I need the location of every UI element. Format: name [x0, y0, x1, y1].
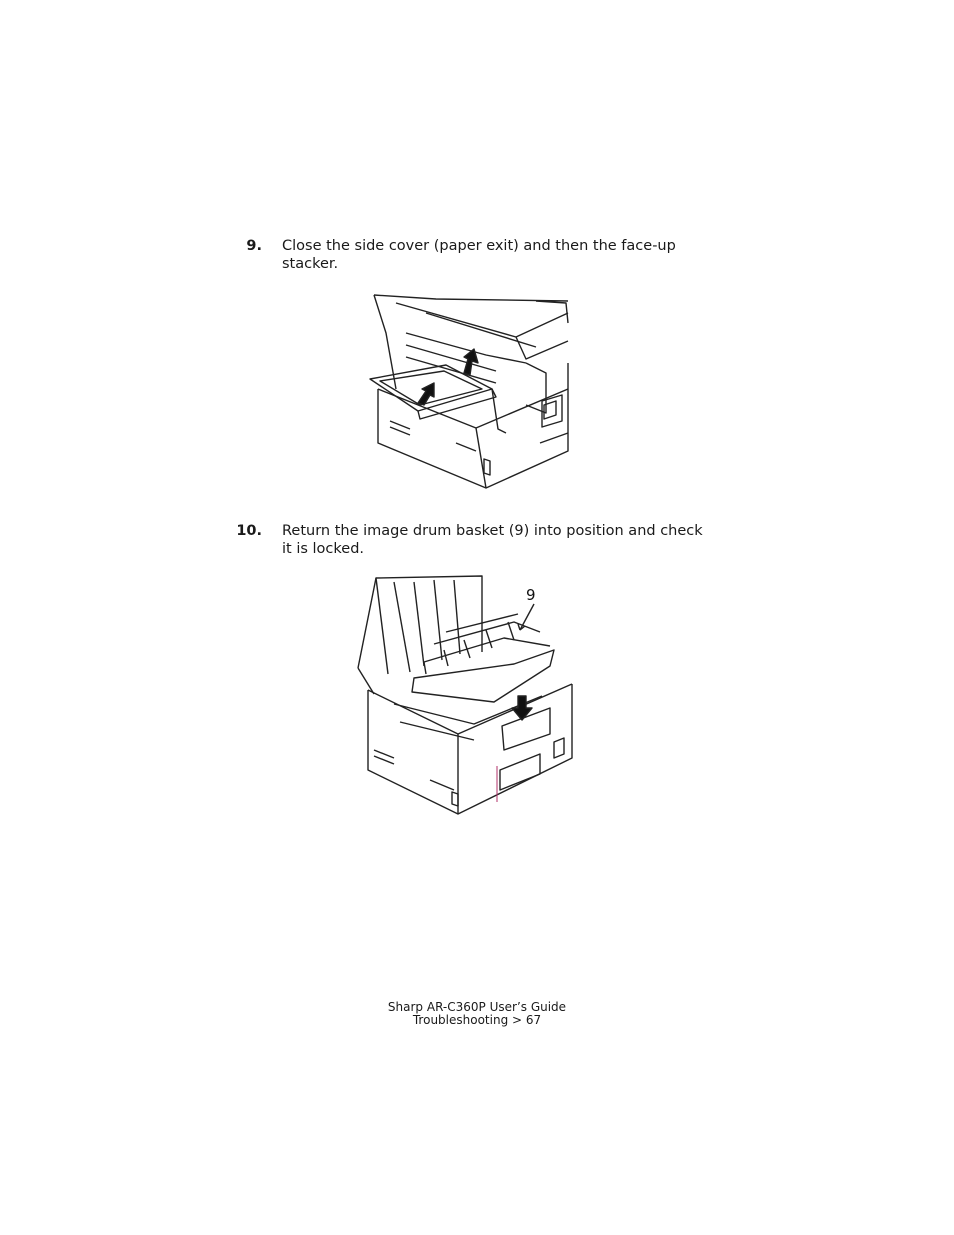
step-text: Return the image drum basket (9) into position and check it is locked. [282, 523, 703, 557]
printer-side-cover-illustration [366, 293, 570, 491]
callout-label: 9 [526, 586, 536, 604]
footer-section-page: Troubleshooting > 67 [412, 1013, 542, 1027]
page-footer [0, 1001, 954, 1027]
step-number: 10. [236, 523, 262, 539]
image-drum-basket-illustration [354, 574, 578, 818]
step-text: Close the side cover (paper exit) and then the face-up stacker. [282, 238, 676, 272]
footer-guide-title: Sharp AR-C360P User’s Guide [387, 1000, 567, 1014]
step-number: 9. [246, 238, 262, 254]
